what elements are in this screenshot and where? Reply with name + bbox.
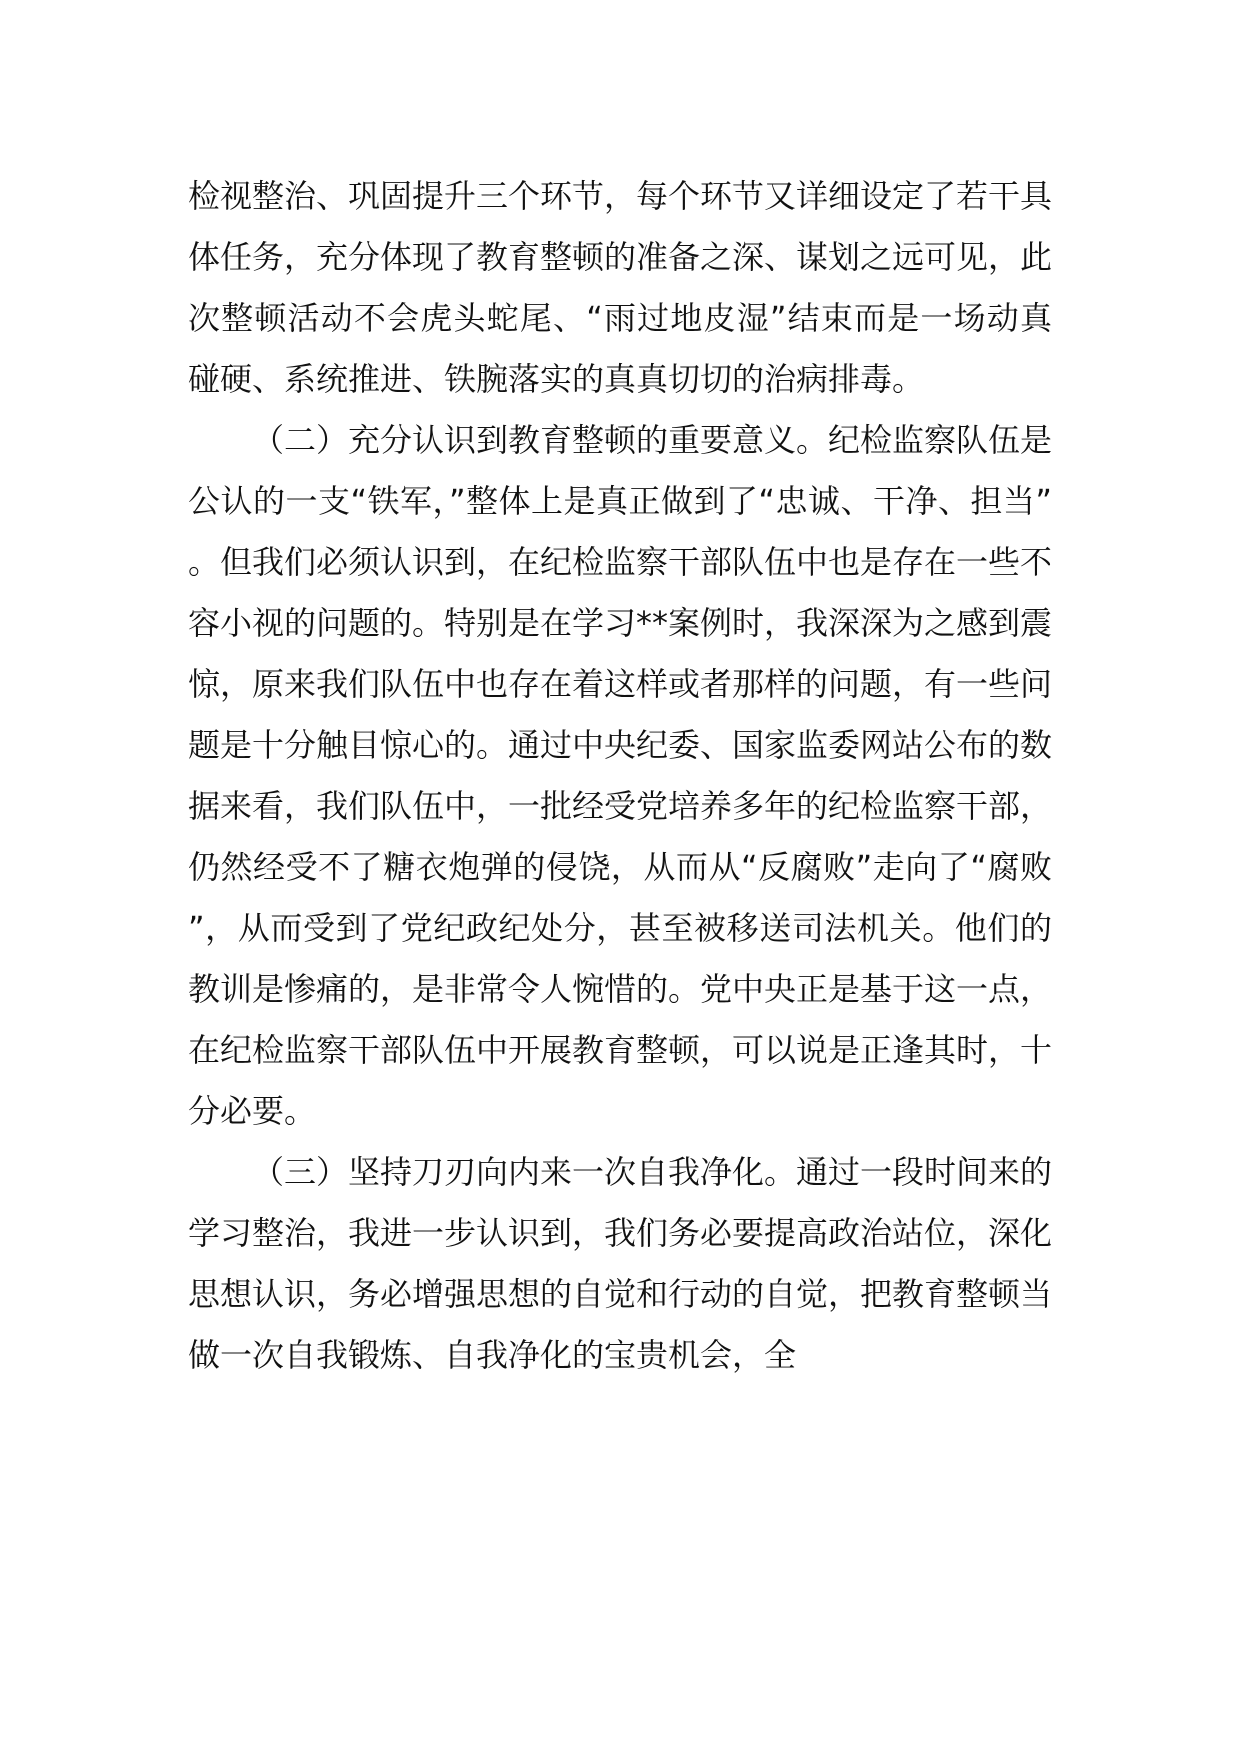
paragraph-section-two: （二）充分认识到教育整顿的重要意义。纪检监察队伍是公认的一支“铁军，”整体上是真正做到了“忠诚、干净、担当”。但我们必须认识到，在纪检监察干部队伍中也是存在一些不容小视的问题的。特别是在学习**案例时，我深深为之感到震惊，原来我们队伍中也存在着这样或者那样的问题，有一些问题是十分触目惊心的。通过中央纪委、国家监委网站公布的数据来看，我们队伍中，一批经受党培养多年的纪检监察干部，仍然经受不了糖衣炮弹的侵饶，从而从“反腐败”走向了“腐败”，从而受到了党纪政纪处分，甚至被移送司法机关。他们的教训是惨痛的，是非常令人惋惜的。党中央正是基于这一点，在纪检监察干部队伍中开展教育整顿，可以说是正逢其时，十分必要。 (188, 421, 1053, 1130)
paragraph-continuation: 检视整治、巩固提升三个环节，每个环节又详细设定了若干具体任务，充分体现了教育整顿的准备之深、谋划之远可见，此次整顿活动不会虎头蛇尾、“雨过地皮湿”结束而是一场动真碰硬、系统推进、铁腕落实的真真切切的治病排毒。 (188, 177, 1053, 398)
paragraph-section-three: （三）坚持刀刃向内来一次自我净化。通过一段时间来的学习整治，我进一步认识到，我们务必要提高政治站位，深化思想认识，务必增强思想的自觉和行动的自觉，把教育整顿当做一次自我锻炼、自我净化的宝贵机会，全 (188, 1153, 1053, 1374)
body-text (188, 166, 1052, 1386)
